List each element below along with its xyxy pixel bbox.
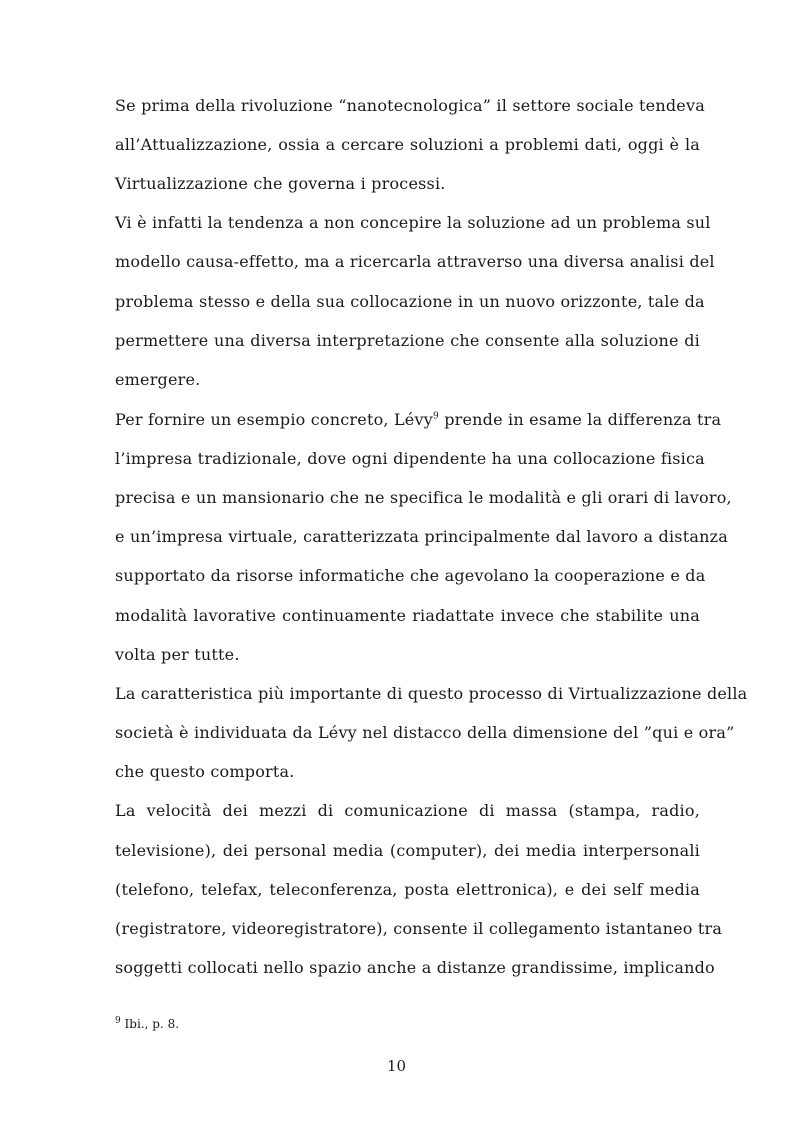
body-text-line: l’impresa tradizionale, dove ogni dipendente ha una collocazione fisica (115, 449, 705, 468)
body-text-line: modello causa-effetto, ma a ricercarla attraverso una diversa analisi del (115, 252, 715, 271)
footnote (115, 1016, 179, 1032)
footnote-reference: 9 (432, 411, 439, 422)
text-run: Per fornire un esempio concreto, Lévy (115, 410, 433, 429)
body-text-line: permettere una diversa interpretazione che consente alla soluzione di (115, 331, 700, 350)
body-text-line: che questo comporta. (115, 762, 295, 781)
body-text-line: Virtualizzazione che governa i processi. (115, 174, 446, 193)
body-text-line: La velocità dei mezzi di comunicazione di massa (stampa, radio, (115, 801, 700, 820)
footnote-text: Ibi., p. 8. (120, 1017, 180, 1031)
text-run: prende in esame la differenza tra (438, 410, 722, 429)
body-text-line: precisa e un mansionario che ne specifica le modalità e gli orari di lavoro, (115, 488, 732, 507)
body-text-line: (telefono, telefax, teleconferenza, posta elettronica), e dei self media (115, 880, 700, 899)
body-text-line: e un’impresa virtuale, caratterizzata principalmente dal lavoro a distanza (115, 527, 728, 546)
body-text-line: volta per tutte. (115, 645, 240, 664)
body-text-line: supportato da risorse informatiche che agevolano la cooperazione e da (115, 566, 706, 585)
body-text-line: (registratore, videoregistratore), consente il collegamento istantaneo tra (115, 919, 723, 938)
page-number: 10 (386, 1057, 407, 1075)
body-text-line: all’Attualizzazione, ossia a cercare soluzioni a problemi dati, oggi è la (115, 135, 700, 154)
footnote-mark: 9 (115, 1016, 121, 1026)
body-text-line: modalità lavorative continuamente riadattate invece che stabilite una (115, 606, 700, 625)
body-text-line: problema stesso e della sua collocazione in un nuovo orizzonte, tale da (115, 292, 705, 311)
body-text-line: Vi è infatti la tendenza a non concepire la soluzione ad un problema sul (115, 213, 711, 232)
body-text-line: soggetti collocati nello spazio anche a distanze grandissime, implicando (115, 958, 715, 977)
body-text-line: emergere. (115, 370, 201, 389)
body-text-line (115, 410, 722, 430)
body-text-line: Se prima della rivoluzione “nanotecnologica” il settore sociale tendeva (115, 96, 705, 115)
body-text-line: società è individuata da Lévy nel distacco della dimensione del ”qui e ora” (115, 723, 735, 742)
body-text-line: televisione), dei personal media (computer), dei media interpersonali (115, 841, 700, 860)
body-text-line: La caratteristica più importante di questo processo di Virtualizzazione della (115, 684, 748, 703)
